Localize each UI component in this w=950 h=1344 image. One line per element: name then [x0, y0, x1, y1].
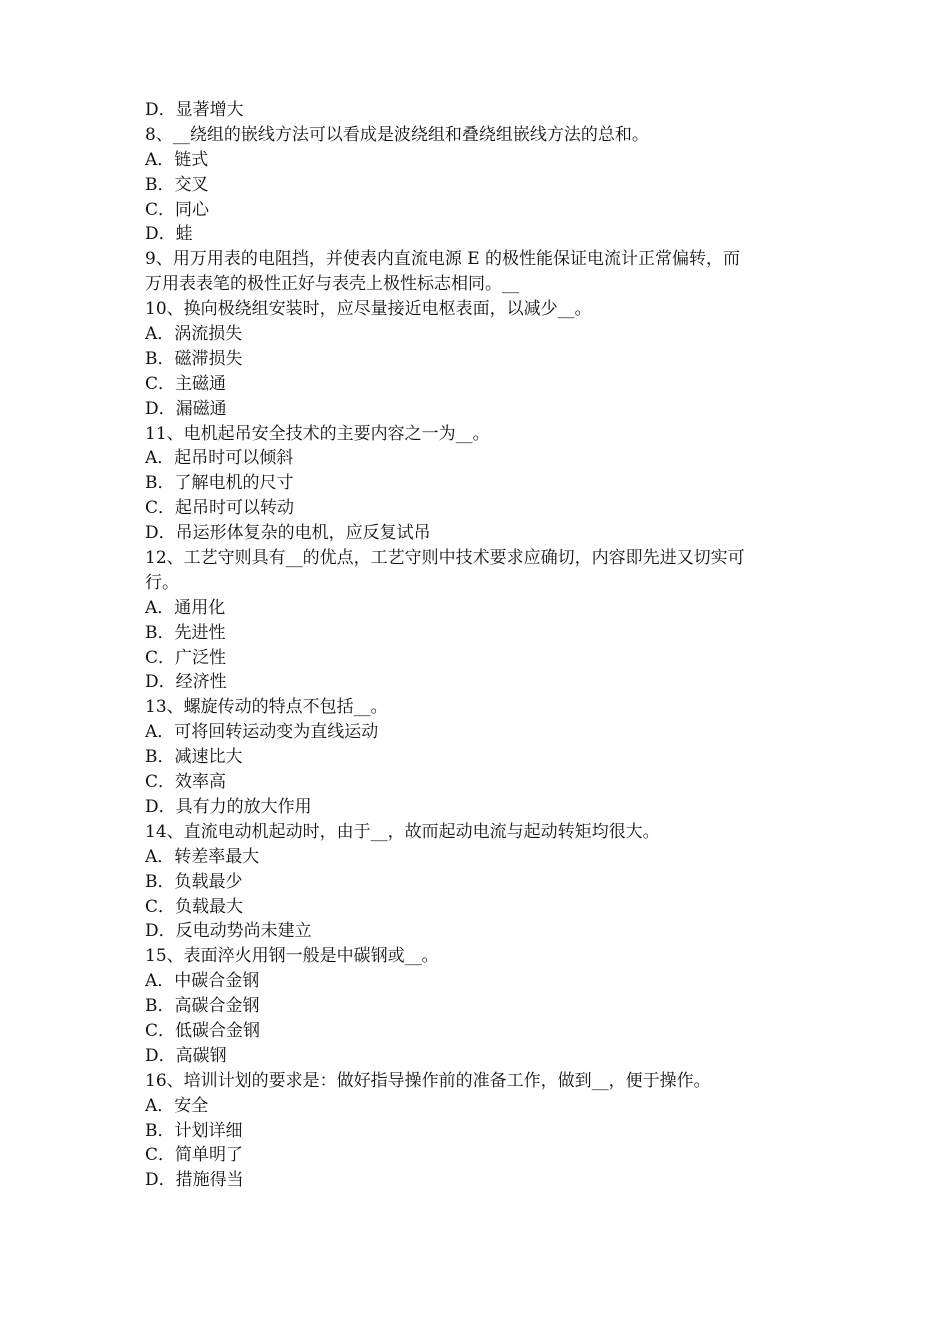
question-line: 14、直流电动机起动时，由于__，故而起动电流与起动转矩均很大。 [145, 821, 660, 842]
option-line: D．显著增大 [145, 100, 244, 120]
option-line: D．蛙 [145, 224, 193, 245]
option-line: B．减速比大 [145, 747, 243, 768]
question-line: 8、__绕组的嵌线方法可以看成是波绕组和叠绕组嵌线方法的总和。 [145, 124, 649, 145]
question-line: 15、表面淬火用钢一般是中碳钢或__。 [145, 946, 439, 967]
option-line: A．起吊时可以倾斜 [145, 448, 294, 469]
option-line: A．通用化 [145, 597, 226, 618]
option-line: D．漏磁通 [145, 398, 227, 419]
option-line: B．磁滞损失 [145, 348, 243, 369]
option-line: C．广泛性 [145, 647, 227, 668]
document-body [145, 98, 810, 1193]
option-line: D．反电动势尚未建立 [145, 921, 312, 942]
question-line: 13、螺旋传动的特点不包括__。 [145, 697, 388, 718]
option-line: A．链式 [145, 149, 209, 170]
question-line: 16、培训计划的要求是：做好指导操作前的准备工作，做到__，便于操作。 [145, 1070, 711, 1091]
option-line: C．主磁通 [145, 373, 227, 394]
option-line: D．高碳钢 [145, 1045, 227, 1066]
option-line: C．效率高 [145, 772, 227, 793]
question-line: 万用表表笔的极性正好与表壳上极性标志相同。__ [145, 274, 519, 295]
option-line: C．起吊时可以转动 [145, 498, 295, 519]
option-line: A．中碳合金钢 [145, 971, 260, 992]
option-line: B．先进性 [145, 622, 226, 643]
option-line: D．具有力的放大作用 [145, 796, 312, 817]
option-line: A．安全 [145, 1095, 209, 1116]
question-line: 12、工艺守则具有__的优点，工艺守则中技术要求应确切，内容即先进又切实可 [145, 548, 745, 569]
option-line: B．高碳合金钢 [145, 996, 260, 1017]
option-line: A．转差率最大 [145, 846, 260, 867]
option-line: C．同心 [145, 199, 210, 220]
question-line: 11、电机起吊安全技术的主要内容之一为__。 [145, 423, 490, 444]
question-line: 行。 [145, 572, 179, 593]
option-line: B．计划详细 [145, 1120, 243, 1141]
option-line: D．吊运形体复杂的电机，应反复试吊 [145, 523, 431, 544]
question-line: 9、用万用表的电阻挡，并使表内直流电源 E 的极性能保证电流计正常偏转，而 [145, 249, 741, 270]
option-line: B．负载最少 [145, 871, 243, 892]
option-line: C．负载最大 [145, 896, 244, 917]
option-line: C．简单明了 [145, 1145, 244, 1166]
option-line: B．交叉 [145, 174, 209, 195]
option-line: D．措施得当 [145, 1170, 244, 1191]
question-line: 10、换向极绕组安装时，应尽量接近电枢表面，以减少__。 [145, 299, 592, 320]
option-line: A．涡流损失 [145, 324, 243, 345]
option-line: B．了解电机的尺寸 [145, 473, 294, 494]
option-line: D．经济性 [145, 672, 227, 693]
option-line: A．可将回转运动变为直线运动 [145, 722, 379, 743]
option-line: C．低碳合金钢 [145, 1020, 261, 1041]
